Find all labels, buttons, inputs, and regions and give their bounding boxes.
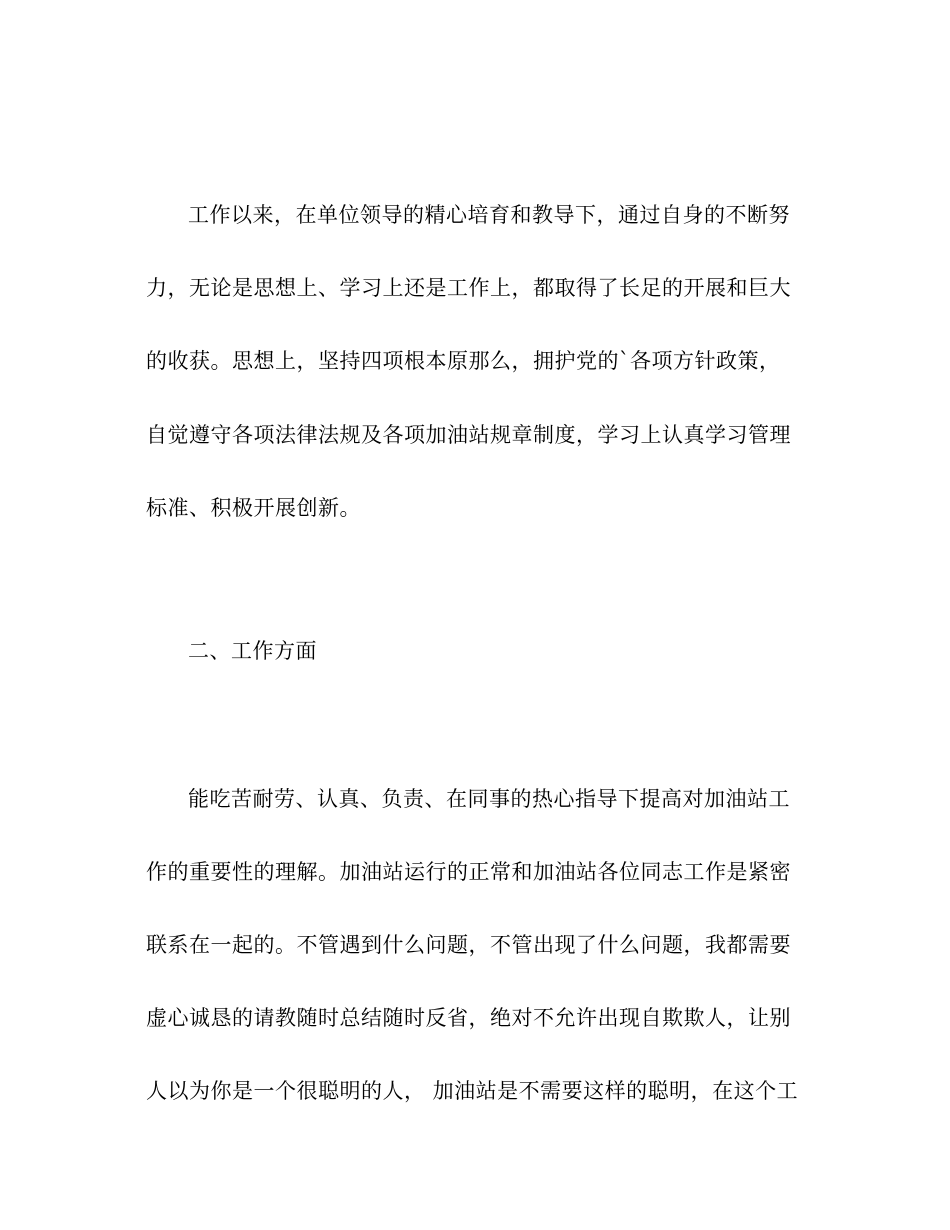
section-heading: 二、工作方面 [188, 639, 317, 663]
paragraph-1-line-1: 工作以来，在单位领导的精心培育和教导下，通过自身的不断努 [188, 203, 790, 227]
paragraph-2-line-3: 联系在一起的。不管遇到什么问题，不管出现了什么问题，我都需要 [146, 933, 791, 957]
paragraph-2-line-2: 作的重要性的理解。加油站运行的正常和加油站各位同志工作是紧密 [146, 860, 791, 884]
paragraph-1-line-5: 标准、积极开展创新。 [146, 496, 361, 520]
paragraph-2-line-1: 能吃苦耐劳、认真、负责、在同事的热心指导下提高对加油站工 [188, 787, 790, 811]
paragraph-1-line-4: 自觉遵守各项法律法规及各项加油站规章制度，学习上认真学习管理 [146, 423, 791, 447]
paragraph-2-line-4: 虚心诚恳的请教随时总结随时反省，绝对不允许出现自欺欺人，让别 [146, 1006, 791, 1030]
paragraph-2-line-5: 人以为你是一个很聪明的人， 加油站是不需要这样的聪明，在这个工 [146, 1079, 799, 1103]
paragraph-1-line-2: 力，无论是思想上、学习上还是工作上，都取得了长足的开展和巨大 [146, 276, 791, 300]
paragraph-1-line-3: 的收获。思想上，坚持四项根本原那么，拥护党的`各项方针政策， [146, 349, 781, 373]
